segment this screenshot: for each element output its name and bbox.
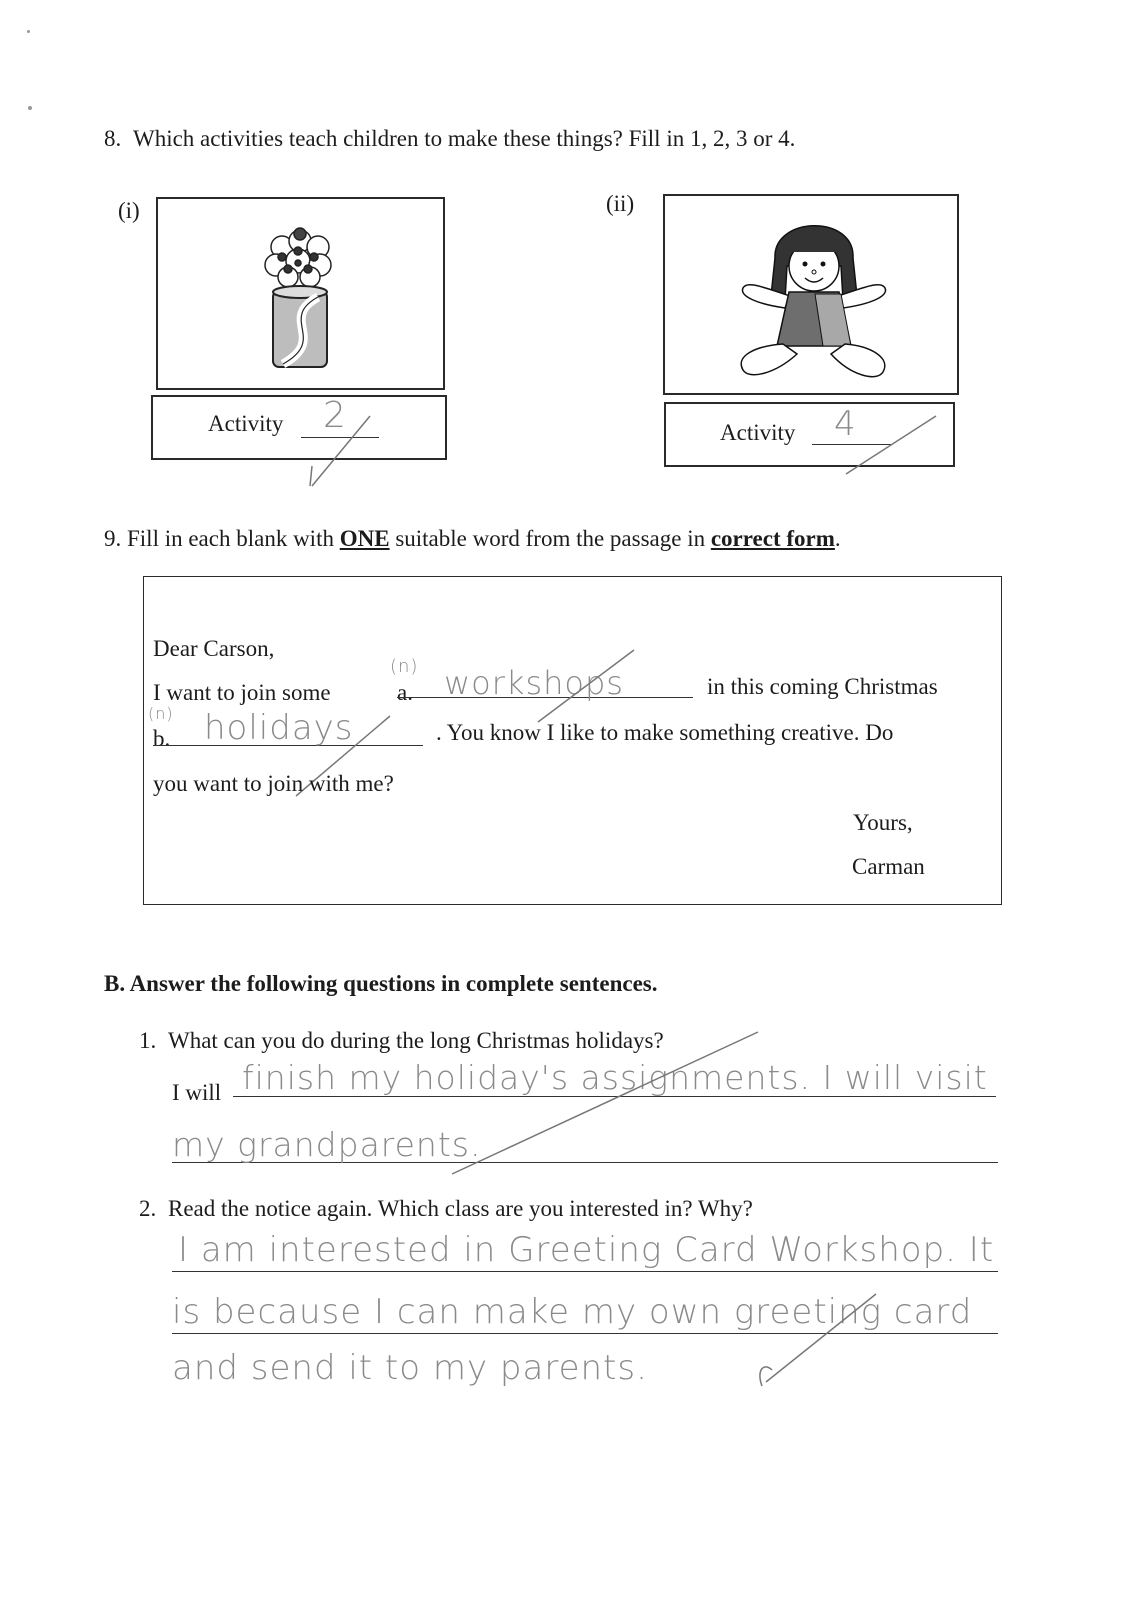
tick-mark-icon bbox=[752, 1290, 882, 1390]
blank-a-label: a. bbox=[397, 680, 413, 705]
question-number: 8. bbox=[104, 126, 122, 151]
question-text: . bbox=[834, 526, 841, 551]
answer-line bbox=[172, 1271, 998, 1272]
letter-line-1-start: I want to join some bbox=[153, 680, 331, 705]
question-number: 2. bbox=[139, 1196, 157, 1221]
question-8 bbox=[104, 126, 795, 152]
letter-line-1-end: in this coming Christmas bbox=[707, 674, 938, 699]
question-number: 9. bbox=[104, 526, 122, 551]
letter-closing: Yours, bbox=[853, 810, 913, 835]
rag-doll-icon bbox=[665, 196, 961, 397]
section-b-heading: B. Answer the following questions in complete sentences. bbox=[104, 971, 658, 996]
activity-label: Activity bbox=[720, 420, 796, 445]
handwritten-answer[interactable]: finish my holiday's assignments. I will visit bbox=[242, 1058, 988, 1097]
activity-box bbox=[151, 395, 447, 460]
blank-b-answer[interactable]: holidays bbox=[204, 708, 354, 748]
question-b2 bbox=[139, 1196, 753, 1222]
letter-line-2-end: . You know I like to make something creative. Do bbox=[436, 720, 894, 745]
letter-signature: Carman bbox=[852, 854, 925, 879]
blank-a-answer[interactable]: workshops bbox=[444, 664, 624, 702]
question-text: What can you do during the long Christmas holidays? bbox=[168, 1028, 664, 1053]
letter-greeting: Dear Carson, bbox=[153, 636, 275, 661]
emphasis-one: ONE bbox=[339, 526, 390, 551]
handwritten-answer[interactable]: and send it to my parents. bbox=[172, 1348, 648, 1388]
handwritten-answer[interactable]: I am interested in Greeting Card Workshop. It bbox=[178, 1230, 995, 1270]
question-text: Fill in each blank with bbox=[127, 526, 334, 551]
letter-line-3: you want to join with me? bbox=[153, 771, 394, 796]
blank-b-label: b. bbox=[153, 726, 171, 751]
speck bbox=[28, 106, 32, 110]
tick-mark-icon bbox=[530, 646, 640, 726]
emphasis-correct-form: correct form bbox=[710, 526, 835, 551]
answer-prefix: I will bbox=[172, 1080, 222, 1105]
handwritten-answer[interactable]: is because I can make my own greeting card bbox=[172, 1292, 973, 1332]
handwritten-answer[interactable]: 2 bbox=[323, 395, 347, 436]
marker-note: (n) bbox=[148, 704, 174, 723]
handwritten-answer[interactable]: 4 bbox=[834, 404, 857, 444]
question-text: suitable word from the passage in bbox=[395, 526, 706, 551]
tick-mark-icon bbox=[840, 412, 950, 482]
speck bbox=[27, 30, 30, 33]
question-number: 1. bbox=[139, 1028, 157, 1053]
question-9 bbox=[104, 526, 841, 552]
question-text: Read the notice again. Which class are you interested in? Why? bbox=[168, 1196, 753, 1221]
item-label: (i) bbox=[118, 198, 140, 223]
marker-note: (n) bbox=[390, 656, 419, 677]
question-text: Which activities teach children to make these things? Fill in 1, 2, 3 or 4. bbox=[133, 126, 796, 151]
flower-vase-icon bbox=[158, 199, 447, 392]
picture-frame bbox=[156, 197, 445, 390]
handwritten-answer[interactable]: my grandparents. bbox=[172, 1125, 482, 1164]
item-label: (ii) bbox=[606, 191, 635, 216]
tick-mark-icon bbox=[300, 408, 390, 492]
tick-mark-icon bbox=[448, 1030, 768, 1180]
picture-frame bbox=[663, 194, 959, 395]
activity-label: Activity bbox=[208, 411, 284, 436]
